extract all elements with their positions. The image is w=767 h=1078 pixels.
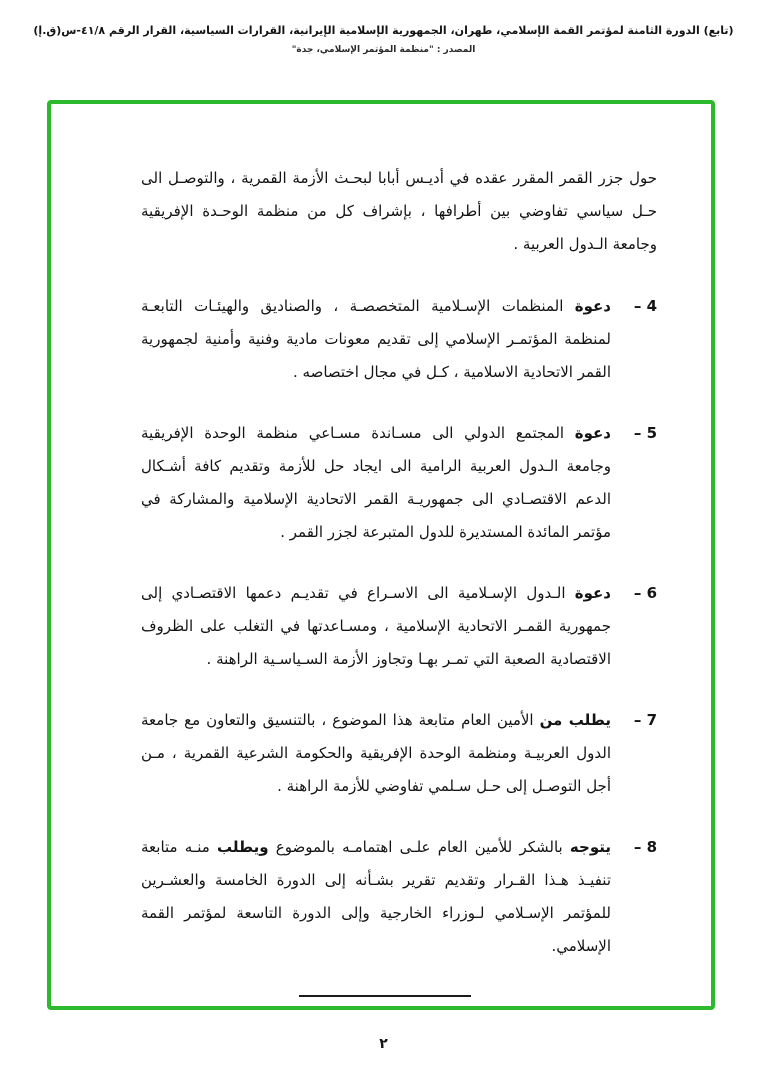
item-lead-word: دعوة bbox=[574, 424, 611, 442]
item-number: 5 – bbox=[633, 424, 657, 442]
resolution-body bbox=[113, 162, 657, 997]
header-source: المصدر : "منظمة المؤتمر الإسلامي، جدة" bbox=[291, 45, 476, 55]
item-text bbox=[141, 831, 611, 963]
item-lead-word: دعوة bbox=[574, 584, 611, 602]
header-title: (تابع) الدورة الثامنة لمؤتمر القمة الإسلامي، طهران، الجمهورية الإسلامية الإيرانية، القرارات السياسية، القرار الرقم ٤١/٨-س(ق.إ) bbox=[33, 24, 734, 37]
item-lead-word: دعوة bbox=[574, 297, 611, 315]
item-text bbox=[141, 417, 611, 549]
page-number: ٢ bbox=[379, 1036, 388, 1052]
item-rest-text: المجتمع الدولي الى مسـاندة مسـاعي منظمة الوحدة الإفريقية وجامعة الـدول العربية الرامية الى ايجاد حل للأزمة وتقديم كافة أشـكال الدعم الاقتصـادي الى جمهوريـة القمر الاتحادية الإسلامية والمشاركة في مؤتمر المائدة المستديرة للدول المتبرعة لجزر القمر . bbox=[141, 424, 611, 541]
end-divider bbox=[299, 995, 471, 997]
item-number: 7 – bbox=[633, 711, 657, 729]
intro-paragraph: حول جزر القمر المقرر عقده في أديـس أبابا لبحـث الأزمة القمرية ، والتوصـل الى حـل سياسي تفاوضي بين أطرافها ، بإشراف كل من منظمة الوحـدة الإفريقية وجامعة الـدول العربية . bbox=[141, 169, 657, 253]
item-rest-text: الـدول الإسـلامية الى الاسـراع في تقديـم دعمها الاقتصـادي إلى جمهورية القمـر الاتحادية الإسلامية ، ومسـاعدتها في التغلب على الظروف الاقتصادية الصعبة التي تمـر بهـا وتجاوز الأزمة السـياسـية الراهنة . bbox=[141, 584, 611, 668]
item-rest-text: المنظمات الإسـلامية المتخصصـة ، والصناديق والهيئـات التابعـة لمنظمة المؤتمـر الإسلامي إلى تقديم معونات مادية وفنية وأمنية لجمهورية القمر الاتحادية الاسلامية ، كـل في مجال اختصاصه . bbox=[141, 297, 611, 381]
content-frame bbox=[47, 100, 715, 1010]
item-number: 6 – bbox=[633, 584, 657, 602]
item-rest-text-2: منـه متابعة تنفيـذ هـذا القـرار وتقديم تقرير بشـأنه إلى الدورة الخامسة والعشـرين للمؤتمر الإسـلامي لـوزراء الخارجية وإلى الدورة التاسعة لمؤتمر القمة الإسلامي. bbox=[141, 838, 611, 955]
resolution-item-4 bbox=[113, 290, 657, 389]
resolution-item-5 bbox=[113, 417, 657, 549]
item-text bbox=[141, 577, 611, 676]
item-number: 8 – bbox=[633, 838, 657, 856]
item-text bbox=[141, 704, 611, 803]
item-lead-word: يطلب من bbox=[539, 711, 611, 729]
item-lead-word: يتوجه bbox=[569, 838, 611, 856]
resolution-item-8 bbox=[113, 831, 657, 963]
resolution-item-7 bbox=[113, 704, 657, 803]
document-header bbox=[0, 24, 767, 55]
item-number: 4 – bbox=[633, 297, 657, 315]
item-mid-bold-word: ويطلب bbox=[217, 838, 269, 856]
item-rest-text: بالشكر للأمين العام علـى اهتمامـه بالموضوع bbox=[268, 838, 570, 856]
resolution-item-6 bbox=[113, 577, 657, 676]
item-rest-text: الأمين العام متابعة هذا الموضوع ، بالتنسيق والتعاون مع جامعة الدول العربيـة ومنظمة الوحدة الإفريقية والحكومة الشرعية القمرية ، مـن أجل التوصـل إلى حـل سـلمي تفاوضي للأزمة الراهنة . bbox=[141, 711, 611, 795]
item-text bbox=[141, 290, 611, 389]
